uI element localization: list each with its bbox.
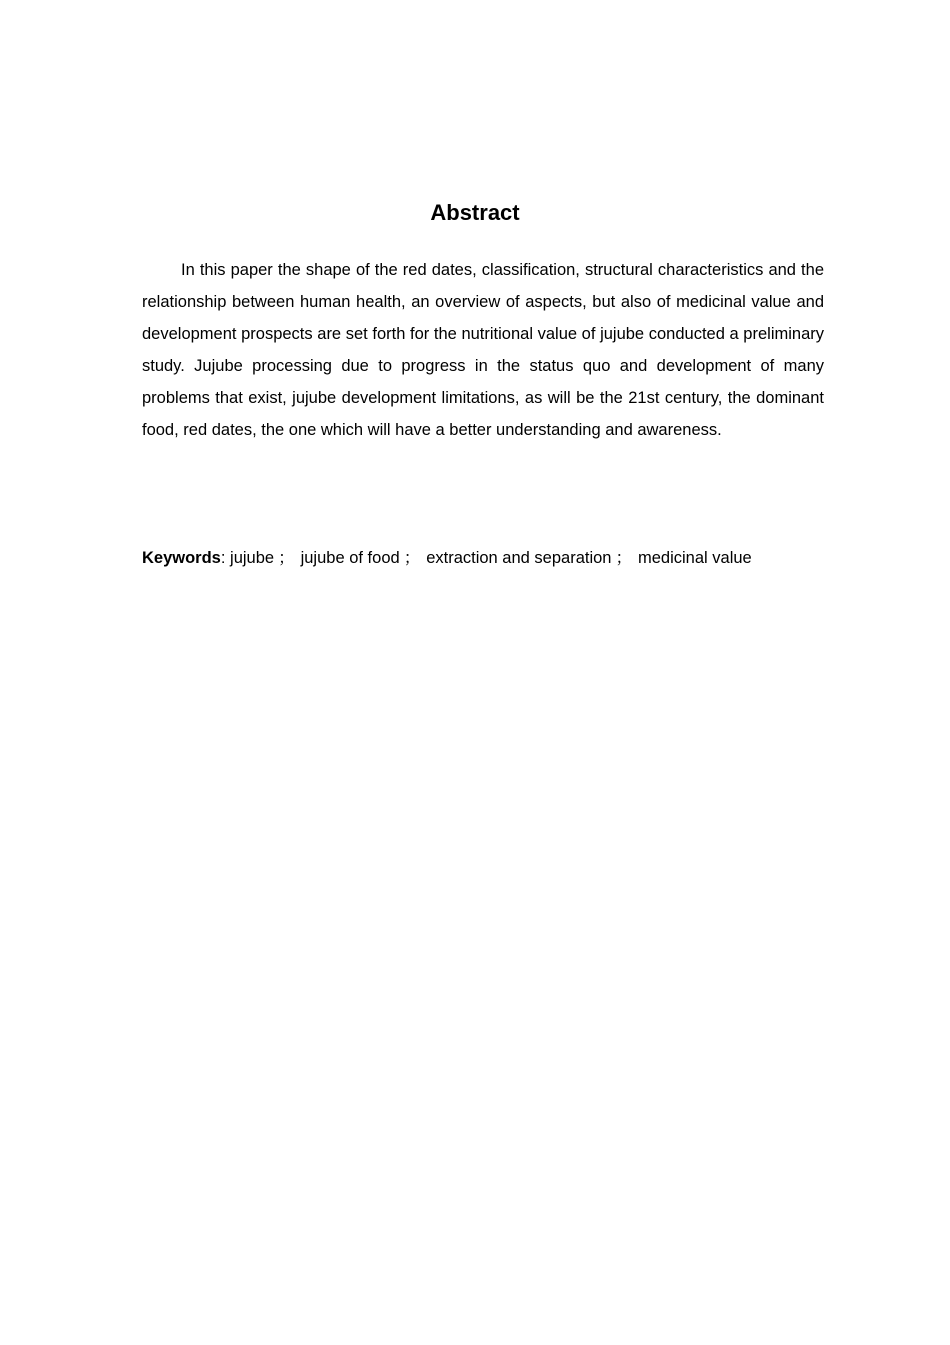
abstract-title: Abstract bbox=[430, 200, 520, 225]
keyword-item: jujube bbox=[230, 549, 275, 567]
keywords-colon: : bbox=[220, 549, 226, 567]
keyword-item: jujube of food bbox=[300, 549, 400, 567]
keyword-separator: ； bbox=[403, 549, 421, 567]
keyword-item: medicinal value bbox=[637, 549, 752, 567]
abstract-body: In this paper the shape of the red dates, classification, structural characteristics and the relationship between human health, an overview of aspects, but also of medicinal value and development prospects are set forth for the nutritional value of jujube conducted a preliminary study. Jujube processing due to progress in the status quo and development of many problems that exist, jujube development limitations, as will be the 21st century, the dominant food, red dates, the one which will have a better understanding and awareness. bbox=[142, 261, 824, 439]
keyword-item: extraction and separation bbox=[426, 549, 612, 567]
keyword-separator: ； bbox=[615, 549, 632, 567]
keyword-separator: ； bbox=[278, 549, 295, 567]
keywords-label: Keywords bbox=[142, 549, 221, 567]
keywords-line bbox=[142, 543, 832, 573]
